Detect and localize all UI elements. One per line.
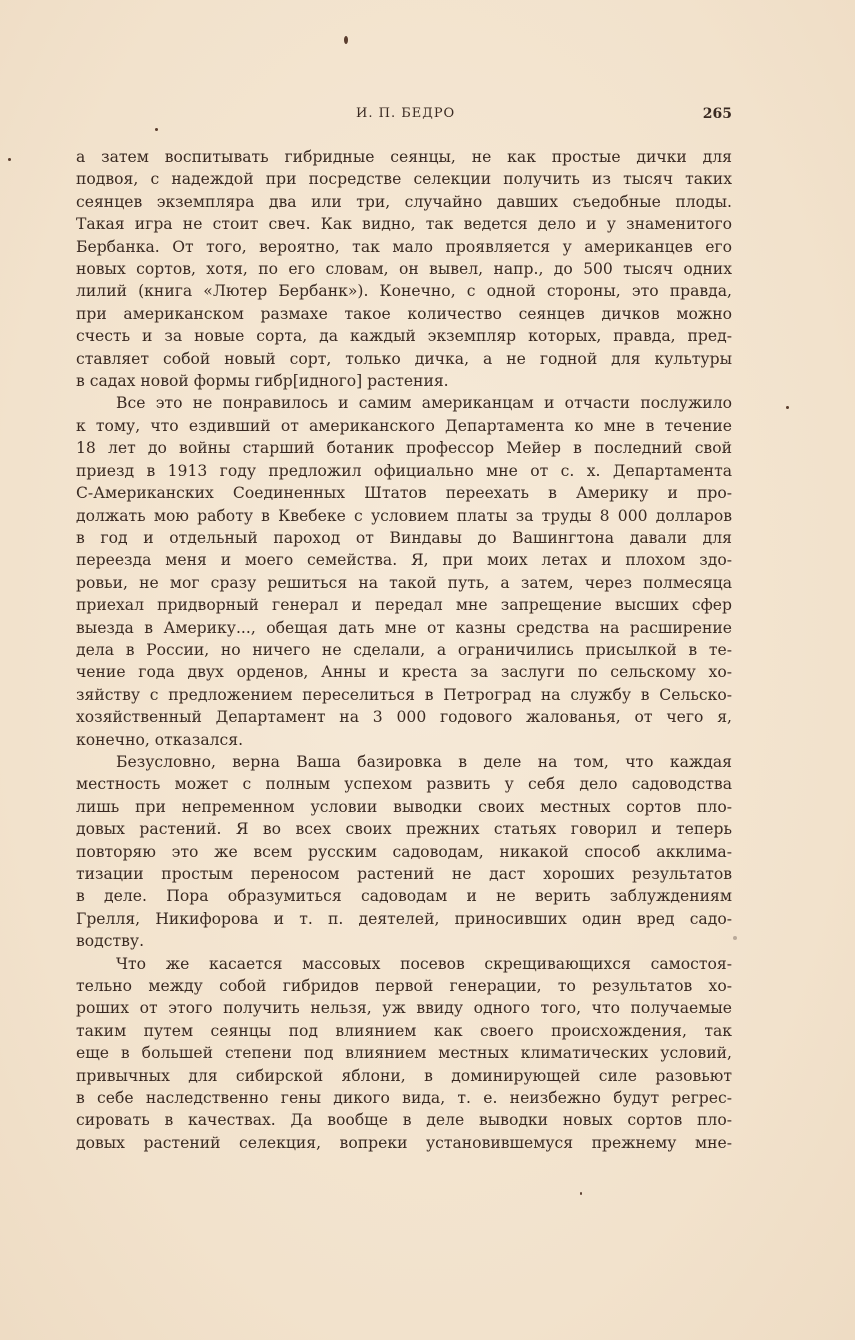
text-line: привычных для сибирской яблони, в доминирующей силе разовьют [76, 1066, 732, 1085]
text-line: при американском размахе такое количество сеянцев дичков можно [76, 304, 732, 323]
text-line: а затем воспитывать гибридные сеянцы, не как простые дички для [76, 148, 732, 166]
text-line: сировать в качествах. Да вообще в деле выводки новых сортов пло- [76, 1111, 732, 1130]
ink-speck [786, 406, 789, 409]
text-line: в садах новой формы гибр[идного] растения. [76, 372, 449, 391]
text-line: переезда меня и моего семейства. Я, при моих летах и плохом здо- [76, 551, 732, 570]
text-line: зяйству с предложением переселиться в Петроград на службу в Сельско- [76, 685, 732, 704]
ink-speck [8, 158, 11, 161]
text-line: тельно между собой гибридов первой генерации, то результатов хо- [76, 977, 732, 996]
ink-speck [580, 1192, 582, 1195]
text-line: счесть и за новые сорта, да каждый экземпляр которых, правда, пред- [76, 327, 732, 346]
text-line: довых растений. Я во всех своих прежних статьях говорил и теперь [76, 820, 732, 839]
text-line: Все это не понравилось и самим американцам и отчасти послужило [116, 394, 732, 413]
text-line: таким путем сеянцы под влиянием как своего происхождения, так [76, 1021, 732, 1040]
body-text [76, 146, 732, 1154]
page-number: 265 [702, 106, 732, 122]
text-line: лилий (книга «Лютер Бербанк»). Конечно, с одной стороны, это правда, [76, 282, 732, 301]
running-head: И. П. БЕДРО [356, 106, 456, 121]
text-line: роших от этого получить нельзя, уж ввиду одного того, что получаемые [76, 999, 732, 1018]
page-header [76, 106, 732, 130]
text-line: Безусловно, верна Ваша базировка в деле на том, что каждая [116, 752, 732, 771]
text-line: приехал придворный генерал и передал мне запрещение высших сфер [76, 596, 732, 615]
text-line: в год и отдельный пароход от Виндавы до Вашингтона давали для [76, 528, 732, 547]
text-line: 18 лет до войны старший ботаник профессор Мейер в последний свой [76, 439, 732, 458]
text-line: должать мою работу в Квебеке с условием платы за труды 8 000 долларов [76, 506, 732, 525]
text-line: ставляет собой новый сорт, только дичка, а не годной для культуры [76, 349, 732, 368]
text-line: к тому, что ездивший от американского Департамента ко мне в течение [76, 416, 732, 435]
text-line: дела в России, но ничего не сделали, а ограничились присылкой в те- [76, 640, 732, 659]
text-line: повторяю это же всем русским садоводам, никакой способ акклима- [76, 842, 732, 861]
text-line: в себе наследственно гены дикого вида, т. е. неизбежно будут регрес- [76, 1089, 732, 1108]
text-line: ровьи, не мог сразу решиться на такой путь, а затем, через полмесяца [76, 573, 732, 592]
text-line: водству. [76, 932, 145, 951]
text-line: хозяйственный Департамент на 3 000 годового жалованья, от чего я, [76, 708, 732, 727]
text-line: тизации простым переносом растений не даст хороших результатов [76, 865, 732, 883]
text-line: конечно, отказался. [76, 730, 244, 749]
text-line: чение года двух орденов, Анны и креста за заслуги по сельскому хо- [76, 663, 732, 682]
text-line: подвоя, с надеждой при посредстве селекции получить из тысяч таких [76, 170, 732, 189]
text-line: выезда в Америку..., обещая дать мне от казны средства на расширение [76, 618, 732, 637]
ink-speck [733, 936, 737, 940]
text-line: в деле. Пора образумиться садоводам и не верить заблуждениям [76, 887, 732, 906]
text-line: Такая игра не стоит свеч. Как видно, так ведется дело и у знаменитого [76, 215, 732, 234]
ink-speck [344, 36, 348, 44]
text-line: приезд в 1913 году предложил официально мне от с. х. Департамента [76, 461, 732, 480]
text-line: новых сортов, хотя, по его словам, он вывел, напр., до 500 тысяч одних [76, 260, 732, 279]
text-line: еще в большей степени под влиянием местных климатических условий, [76, 1044, 732, 1063]
text-line: Бербанка. От того, вероятно, так мало проявляется у американцев его [76, 237, 732, 256]
text-line: сеянцев экземпляра два или три, случайно давших съедобные плоды. [76, 192, 732, 211]
text-line: С-Американских Соединенных Штатов переехать в Америку и про- [76, 484, 732, 503]
text-line: Что же касается массовых посевов скрещивающихся самостоя- [116, 954, 732, 973]
text-line: лишь при непременном условии выводки своих местных сортов пло- [76, 797, 732, 816]
text-line: Грелля, Никифорова и т. п. деятелей, приносивших один вред садо- [76, 909, 732, 928]
text-line: местность может с полным успехом развить у себя дело садоводства [76, 775, 732, 794]
text-line: довых растений селекция, вопреки установившемуся прежнему мне- [76, 1133, 732, 1152]
